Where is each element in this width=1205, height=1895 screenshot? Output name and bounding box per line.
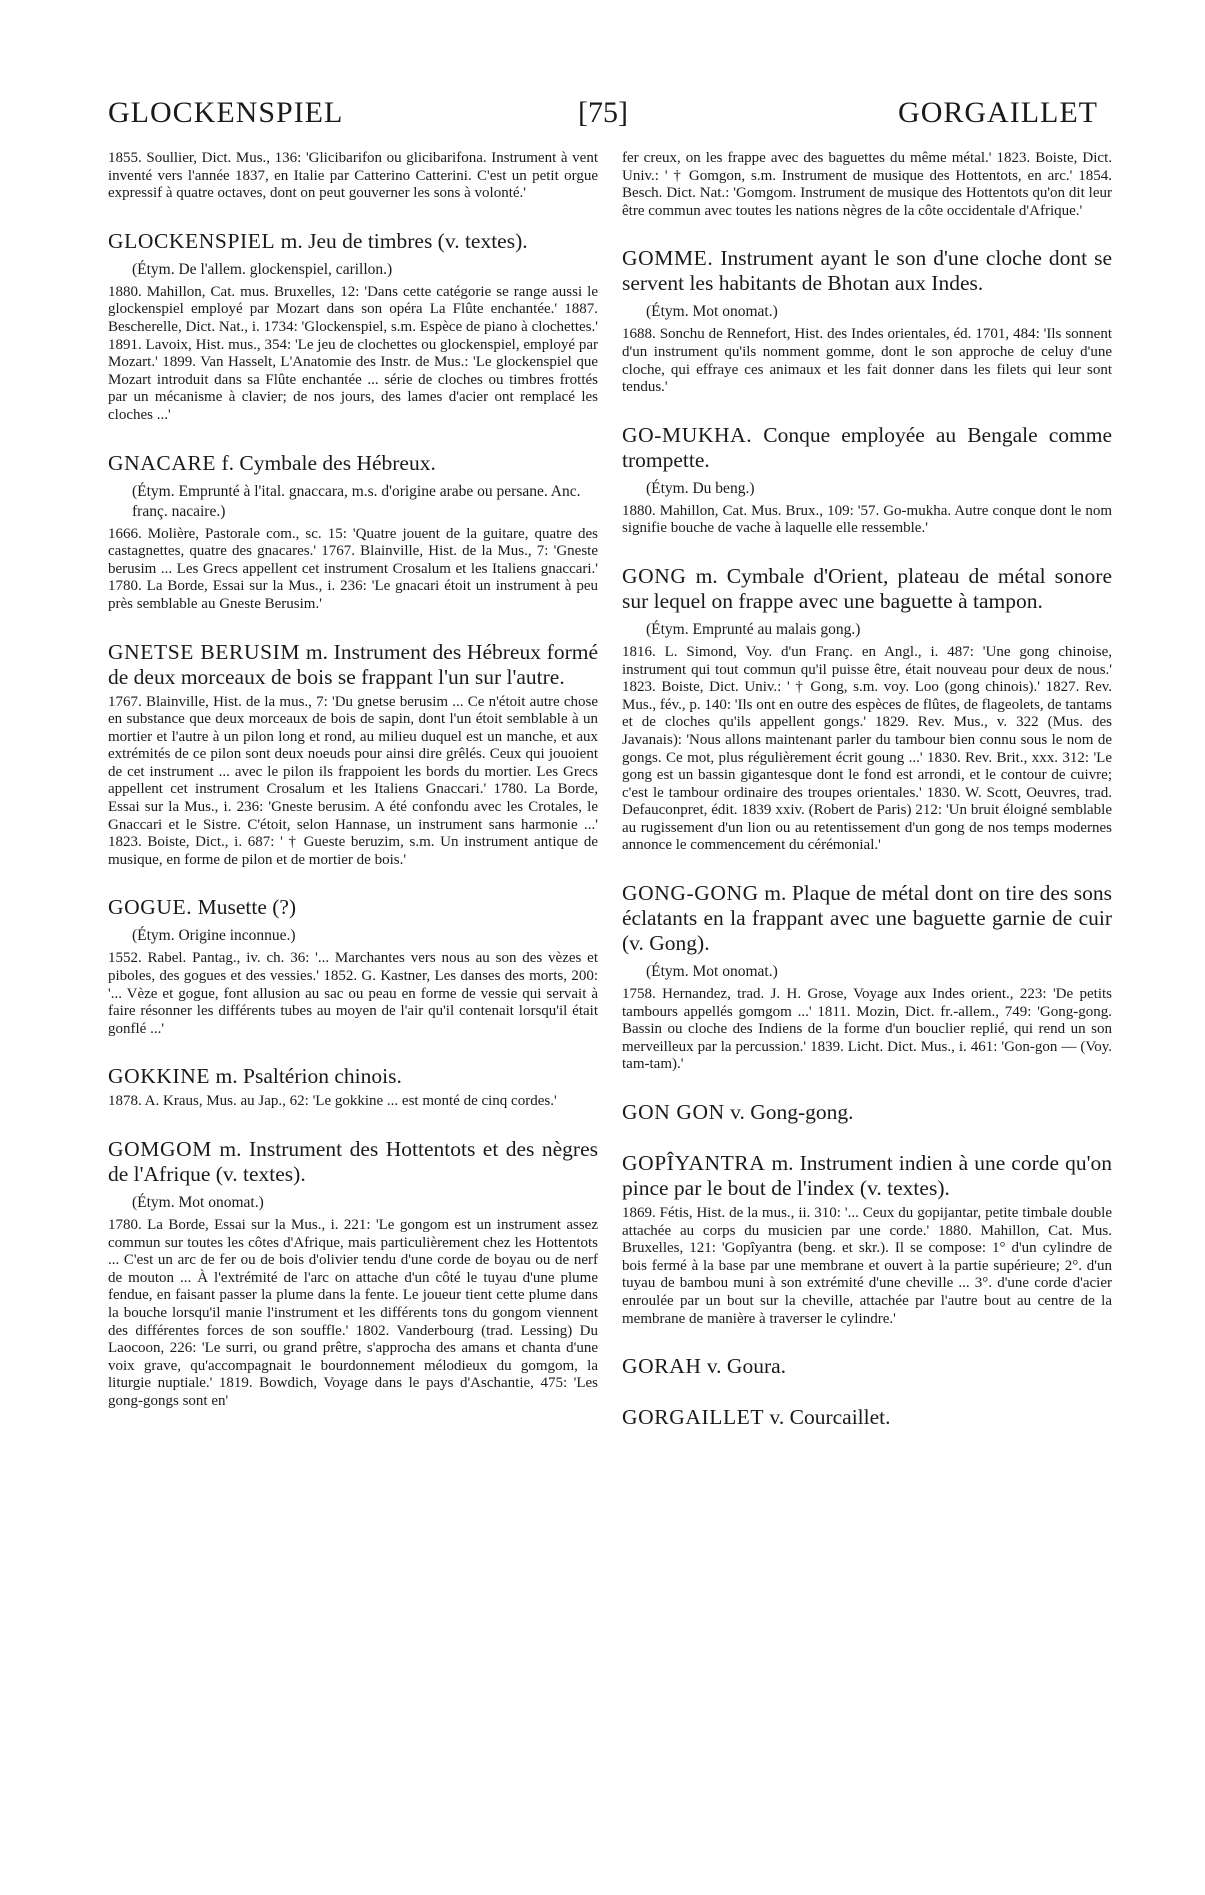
citations: 1878. A. Kraus, Mus. au Jap., 62: 'Le gokkine ... est monté de cinq cordes.': [108, 1093, 557, 1110]
entry-heading: [622, 1354, 1112, 1379]
running-head-left: GLOCKENSPIEL: [108, 96, 344, 129]
dictionary-entry: [622, 881, 1112, 1074]
etymology: (Étym. Origine inconnue.): [132, 927, 296, 945]
definition: v. Goura.: [706, 1354, 787, 1379]
right-column: [622, 150, 1112, 1456]
etymology: (Étym. Emprunté au malais gong.): [646, 620, 861, 638]
definition: m. Jeu de timbres (v. textes).: [280, 228, 528, 253]
citations: 1869. Fétis, Hist. de la mus., ii. 310: '... Ceux du gopijantar, petite timbale double attachée au corps du musicien par une corde.' 1880. Mahillon, Cat. Mus. Bruxelles, 121: 'Gopîyantra (beng. et skr.). Il se compose: 1° d'un cylindre de bois fermé à la base par une membrane et ouvert à la partie supérieure; 2°. d'un tuyau de bambou muni à son extrémité d'une cheville ... 3°. d'une corde d'acier enroulée par un bout sur la cheville, attachée par l'autre bout au centre de la membrane de manière à traverser le cylindre.': [622, 1205, 1112, 1327]
entry-heading: [622, 1405, 1112, 1430]
headword: GLOCKENSPIEL: [108, 228, 276, 253]
dictionary-entry: [622, 1354, 1112, 1379]
citations: 1880. Mahillon, Cat. mus. Bruxelles, 12: 'Dans cette catégorie se range aussi le glockenspiel employé par Mozart dans son opéra La Flûte enchantée.' 1887. Bescherelle, Dict. Nat., i. 1734: 'Glockenspiel, s.m. Espèce de piano à clochettes.' 1891. Lavoix, Hist. mus., 354: 'Le jeu de clochettes ou glockenspiel, employé par Mozart.' 1899. Van Hasselt, L'Anatomie des Instr. de Mus.: 'Le glockenspiel que Mozart introduit dans sa Flûte enchantée ... série de cloches ou timbres frottés par un mécanisme à clavier; de nos jours, des lames d'acier ont remplacé les cloches ...': [108, 283, 598, 423]
dictionary-entry: [108, 451, 598, 614]
headword: GONG-GONG: [622, 881, 759, 906]
definition: m. Psaltérion chinois.: [215, 1064, 402, 1089]
definition: Instrument ayant le son d'une cloche dont se servent les habitants de Bhotan aux Indes.: [622, 246, 1112, 296]
definition: m. Instrument des Hébreux formé de deux morceaux de bois se frappant l'un sur l'autre.: [108, 639, 599, 689]
citations: 1552. Rabel. Pantag., iv. ch. 36: '... Marchantes vers nous au son des vèzes et piboles, des gogues et des vessies.' 1852. G. Kastner, Les danses des morts, 200: '... Vèze et gogue, font allusion au sac ou peau en forme de vessie qui servait à faire résonner les différents tubes au moyen de l'air qu'il contenait lorsqu'il était gonflé ...': [108, 950, 598, 1037]
definition: v. Courcaillet.: [769, 1405, 891, 1430]
definition: Musette (?): [197, 895, 297, 920]
definition: m. Plaque de métal dont on tire des sons éclatants en la frappant avec une baguette garnie de cuir (v. Gong).: [622, 881, 1113, 956]
citations: 1780. La Borde, Essai sur la Mus., i. 221: 'Le gongom est un instrument assez commun sur toutes les côtes d'Afrique, mais particulièrement chez les Hottentots ... C'est un arc de fer ou de bois d'olivier tendu d'une corde de boyau ou de nerf de mouton ... À l'extrémité de l'arc on attache d'un côté le tuyau d'une plume fendue, en faisant passer la plume dans la fente. Le joueur tient cette plume dans la bouche lorsqu'il manie l'instrument et les différents tons du gongom viennent des différentes forces de son souffle.' 1802. Vanderbourg (trad. Lessing) Du Laocoon, 226: 'Le surri, ou grand prêtre, s'approcha des amans et chanta d'une voix grave, qu'accompagnait le bourdonnement mélodieux du gomgom, la liturgie nuptiale.' 1819. Bowdich, Voyage dans le pays d'Aschantie, 475: 'Les gong-gongs sont en': [108, 1217, 598, 1409]
definition: m. Cymbale d'Orient, plateau de métal sonore sur lequel on frappe avec une baguette à tampon.: [622, 563, 1113, 613]
citations: 1666. Molière, Pastorale com., sc. 15: 'Quatre jouent de la guitare, quatre des castagnettes, quatre des gnacares.' 1767. Blainville, Hist. de la Mus., 7: 'Gneste berusim ... Les Grecs appellent cet instrument Crosalum et les Italiens gnaccari.' 1780. La Borde, Essai sur la Mus., i. 236: 'Le gnacari étoit un instrument à peu près semblable au Gneste Berusim.': [108, 525, 598, 612]
dictionary-entry: [622, 246, 1112, 396]
citations: 1758. Hernandez, trad. J. H. Grose, Voyage aux Indes orient., 223: 'De petits tambours appellés gomgom ...' 1811. Mozin, Dict. fr.-allem., 749: 'Gong-gong. Bassin ou cloche des Indiens de la forme d'un bouclier replié, qui rend un son merveilleux par la percussion.' 1839. Licht. Dict. Mus., i. 461: 'Gon-gon — (Voy. tam-tam).': [622, 986, 1112, 1073]
etymology: (Étym. Mot onomat.): [132, 1194, 264, 1211]
definition: f. Cymbale des Hébreux.: [221, 450, 436, 475]
definition: Conque employée au Bengale comme trompette.: [622, 422, 1112, 472]
etymology: (Étym. Emprunté à l'ital. gnaccara, m.s. d'origine arabe ou persane. Anc. franç. nacaire.): [132, 482, 581, 520]
entry-heading: [622, 1100, 1112, 1125]
headword: GNACARE: [108, 450, 217, 475]
entry-heading: [622, 246, 1112, 296]
citations: 1880. Mahillon, Cat. Mus. Brux., 109: '57. Go-mukha. Autre conque dont le nom signifie bouche de vache à laquelle elle ressemble.': [622, 502, 1112, 537]
headword: GORGAILLET: [622, 1405, 765, 1430]
left-column: [108, 150, 598, 1437]
entry-heading: [622, 564, 1112, 614]
entry-continuation: [108, 150, 598, 203]
citations: 1855. Soullier, Dict. Mus., 136: 'Glicibarifon ou glicibarifona. Instrument à vent inventé vers l'année 1837, en Italie par Catterino Catterini. C'est un petit orgue expressif à quatre octaves, dont on peut gouverner les sons à volonté.': [108, 150, 598, 202]
citations: fer creux, on les frappe avec des baguettes du même métal.' 1823. Boiste, Dict. Univ.: ' † Gomgon, s.m. Instrument de musique des Hottentots, en arc.' 1854. Besch. Dict. Nat.: 'Gomgom. Instrument de musique des Hottentots qu'on dit leur être commun avec toutes les nations nègres de la côte occidentale d'Afrique.': [622, 150, 1112, 219]
dictionary-entry: [108, 1137, 598, 1411]
entry-heading: [108, 1137, 598, 1187]
entry-heading: [108, 1064, 598, 1089]
citations: 1816. L. Simond, Voy. d'un Franç. en Angl., i. 487: 'Une gong chinoise, instrument qui tout commun qu'il puisse être, était nouveau pour deux de nous.' 1823. Boiste, Dict. Univ.: ' † Gong, s.m. voy. Loo (gong chinois).' 1827. Rev. Mus., fév., p. 140: 'Ils ont en outre des espèces de flûtes, de flageolets, de tantams et de cloches qu'ils appellent gongs.' 1829. Rev. Mus., v. 322 (Mus. des Javanais): 'Nous allons maintenant parler du tambour bien connu sous le nom de gongs. Ce mot, plus régulièrement écrit goung ...' 1830. Rev. Brit., xxx. 312: 'Le gong est un bassin gigantesque dont le fond est arrondi, et le contour de cuivre; c'est le tambour ordinaire des troupes orientales.' 1830. W. Scott, Oeuvres, trad. Defauconpret, édit. 1839 xxiv. (Robert de Paris) 212: 'Un bruit éloigné semblable au rugissement d'un lion ou au retentissement d'un gong de nos temps modernes annonce le commencement du cérémonial.': [622, 643, 1112, 854]
headword: GORAH: [622, 1354, 702, 1379]
headword: GONG: [622, 563, 687, 588]
dictionary-entry: [108, 895, 598, 1038]
entry-heading: [622, 1151, 1112, 1201]
headword: GOMME.: [622, 246, 714, 271]
dictionary-entry: [622, 1405, 1112, 1430]
entry-heading: [622, 423, 1112, 473]
dictionary-entry: [108, 640, 598, 870]
entry-heading: [622, 881, 1112, 956]
etymology: (Étym. Mot onomat.): [646, 303, 778, 321]
dictionary-entry: [622, 1151, 1112, 1328]
page-header: [108, 96, 1098, 146]
headword: GON GON: [622, 1100, 725, 1125]
dictionary-entry: [108, 1064, 598, 1111]
entry-heading: [108, 229, 598, 254]
dictionary-entry: [622, 1100, 1112, 1125]
headword: GOMGOM: [108, 1137, 212, 1161]
dictionary-entry: [622, 423, 1112, 538]
headword: GOGUE.: [108, 895, 193, 920]
entry-heading: [108, 895, 598, 920]
entry-heading: [108, 451, 598, 476]
citations: 1688. Sonchu de Rennefort, Hist. des Indes orientales, éd. 1701, 484: 'Ils sonnent d'un instrument qu'ils nomment gomme, dont le son approche de celuy d'une cloche, qui effraye ces animaux et les fait donner dans les filets qui leur sont tendus.': [622, 326, 1112, 396]
dictionary-entry: [108, 229, 598, 425]
headword: GOPÎYANTRA: [622, 1151, 766, 1176]
definition: v. Gong-gong.: [730, 1100, 854, 1125]
citations: 1767. Blainville, Hist. de la mus., 7: 'Du gnetse berusim ... Ce n'étoit autre chose en substance que deux morceaux de bois de sapin, dont l'un étoit semblable à un mortier et l'autre à un pilon long et rond, au milieu duquel est un manche, et aux extrémités de ce pilon sont deux noeuds pour ainsi dire grêlés. Ceux qui jouoient de cet instrument ... avec le pilon ils frappoient les bords du mortier. Les Grecs appellent cet instrument Crosalum et les Italiens Gnaccari.' 1780. La Borde, Essai sur la Mus., i. 236: 'Gneste berusim. A été confondu avec les Crotales, le Gnaccari et le Sistre. C'étoit, selon Hannase, un instrument sans harmonie ...' 1823. Boiste, Dict., i. 687: ' † Gueste beruzim, s.m. Un instrument antique de musique, en forme de pilon et de mortier de bois.': [108, 693, 598, 868]
definition: m. Instrument indien à une corde qu'on pince par le bout de l'index (v. textes).: [622, 1151, 1112, 1201]
page-number: [75]: [578, 96, 628, 129]
entry-heading: [108, 640, 598, 690]
headword: GO-MUKHA.: [622, 422, 753, 447]
headword: GNETSE BERUSIM: [108, 639, 301, 664]
etymology: (Étym. De l'allem. glockenspiel, carillon.): [132, 260, 393, 278]
entry-continuation: [622, 150, 1112, 220]
etymology: (Étym. Mot onomat.): [646, 963, 778, 981]
headword: GOKKINE: [108, 1064, 211, 1089]
definition: m. Instrument des Hottentots et des nègres de l'Afrique (v. textes).: [108, 1137, 598, 1186]
dictionary-entry: [622, 564, 1112, 855]
etymology: (Étym. Du beng.): [646, 479, 755, 497]
running-head-right: GORGAILLET: [898, 96, 1098, 129]
